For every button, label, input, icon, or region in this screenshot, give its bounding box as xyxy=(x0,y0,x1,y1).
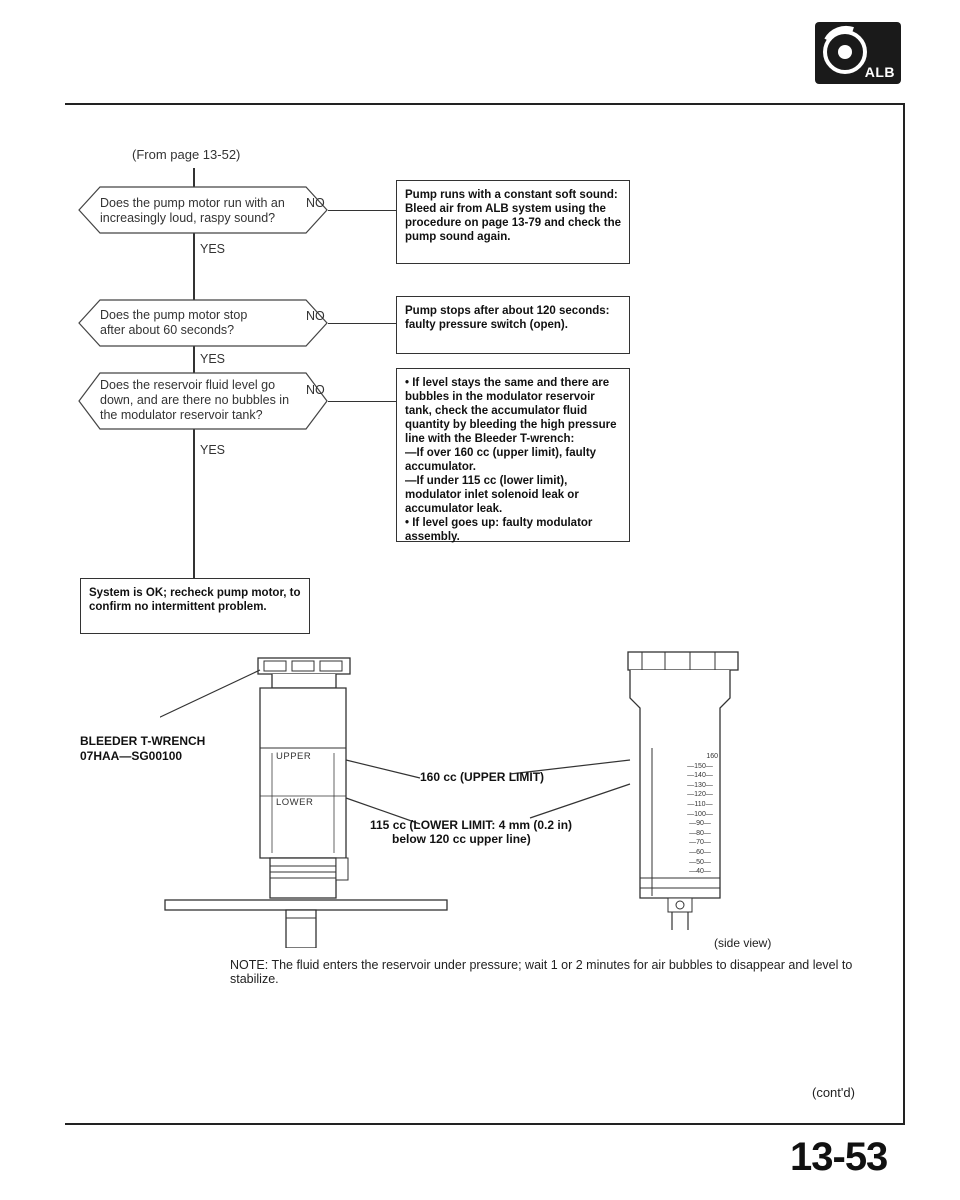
no-connector-1 xyxy=(328,210,396,211)
scale-column xyxy=(682,752,718,877)
system-ok-text: System is OK; recheck pump motor, to confirm no intermittent problem. xyxy=(89,587,301,613)
scale-label: —150— xyxy=(687,762,713,770)
scale-label: —60— xyxy=(689,848,711,856)
answer-3-bullet-2: • If level goes up: faulty modulator assembly. xyxy=(405,517,593,543)
scale-label: —120— xyxy=(687,791,713,799)
header-rule xyxy=(65,103,905,105)
scale-label: —130— xyxy=(687,781,713,789)
page-frame-right xyxy=(903,103,905,1125)
scale-label: —100— xyxy=(687,810,713,818)
scale-rows xyxy=(682,762,718,877)
answer-1-text: Pump runs with a constant soft sound: Bleed air from ALB system using the procedure on page 13-79 and check the pump sound again. xyxy=(405,189,622,243)
answer-3-bullet-1: • If level stays the same and there are bubbles in the modulator reservoir tank, check the accumulator fluid quantity by bleeding the high pressure line with the Bleeder T-wrench: xyxy=(405,377,617,445)
scale-label: —110— xyxy=(687,800,713,808)
scale-label: —70— xyxy=(689,839,711,847)
question-1: Does the pump motor run with an increasingly loud, raspy sound? xyxy=(100,196,285,225)
scale-top-label: 160 xyxy=(706,753,718,760)
no-connector-2 xyxy=(328,323,396,324)
yes-label-3: YES xyxy=(200,443,226,457)
answer-2-text: Pump stops after about 120 seconds: faulty pressure switch (open). xyxy=(405,305,610,331)
no-label-1: NO xyxy=(306,196,325,210)
footer-rule xyxy=(65,1123,905,1125)
lower-leader-right xyxy=(530,784,630,818)
answer-box-3 xyxy=(396,368,630,542)
scale-label: —50— xyxy=(689,858,711,866)
scale-label: —140— xyxy=(687,772,713,780)
tool-number: 07HAA—SG00100 xyxy=(80,749,183,763)
upper-marker: UPPER xyxy=(276,751,312,762)
no-label-3: NO xyxy=(306,383,325,397)
scale-label: —90— xyxy=(689,820,711,828)
scale-label: —40— xyxy=(689,868,711,876)
question-2: Does the pump motor stop after about 60 seconds? xyxy=(100,308,248,337)
lower-limit-caption-1: 115 cc (LOWER LIMIT: 4 mm (0.2 in) xyxy=(370,818,573,832)
answer-box-2 xyxy=(396,296,630,354)
alb-logo xyxy=(815,22,901,84)
source-reference: (From page 13-52) xyxy=(132,147,241,162)
lower-limit-caption-2: below 120 cc upper line) xyxy=(392,832,531,846)
side-view-label: (side view) xyxy=(714,936,772,950)
answer-3-sub-2: —If under 115 cc (lower limit), modulator inlet solenoid leak or accumulator leak. xyxy=(405,475,579,515)
answer-3-sub-1: —If over 160 cc (upper limit), faulty accumulator. xyxy=(405,447,597,473)
yes-label-1: YES xyxy=(200,242,226,256)
question-3: Does the reservoir fluid level go down, and are there no bubbles in the modulator reservoir tank? xyxy=(100,378,290,422)
tool-name: BLEEDER T-WRENCH xyxy=(80,734,206,748)
upper-limit-caption: 160 cc (UPPER LIMIT) xyxy=(420,770,545,784)
note-text: NOTE: The fluid enters the reservoir under pressure; wait 1 or 2 minutes for air bubbles to disappear and level to stabilize. xyxy=(230,958,853,986)
no-label-2: NO xyxy=(306,309,325,323)
continued-label: (cont'd) xyxy=(812,1085,855,1100)
page-number: 13-53 xyxy=(790,1135,888,1179)
reservoir-illustration xyxy=(160,648,740,948)
tool-leader-line xyxy=(160,670,260,736)
no-connector-3 xyxy=(328,401,396,402)
upper-leader-left xyxy=(346,760,420,778)
answer-box-1 xyxy=(396,180,630,264)
lower-marker: LOWER xyxy=(276,797,314,808)
scale-label: —80— xyxy=(689,829,711,837)
logo-label: ALB xyxy=(864,64,895,80)
system-ok-box xyxy=(80,578,310,634)
yes-label-2: YES xyxy=(200,352,226,366)
